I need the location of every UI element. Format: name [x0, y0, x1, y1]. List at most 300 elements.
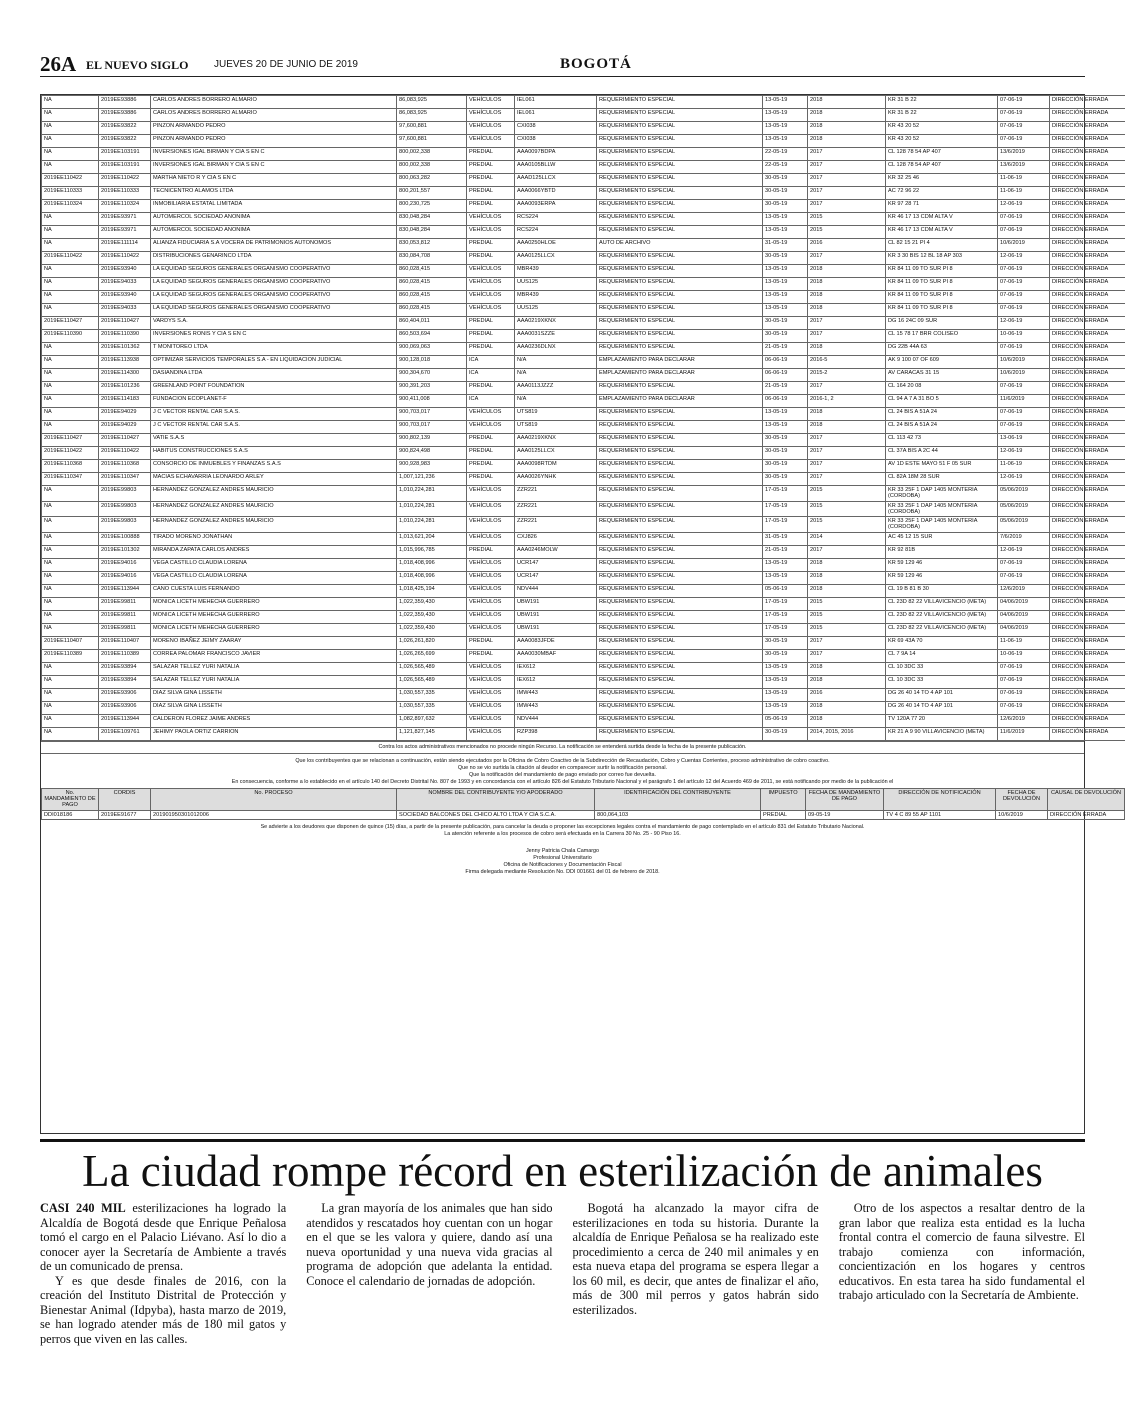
- table-cell: PREDIAL: [467, 330, 515, 343]
- table-cell: 2019EE99803: [99, 517, 151, 533]
- table-cell: 10/6/2019: [996, 810, 1048, 819]
- table-cell: PREDIAL: [467, 148, 515, 161]
- table-cell: 2019EE99811: [99, 610, 151, 623]
- table-cell: 07-06-19: [998, 558, 1050, 571]
- table-cell: DISTRIBUCIONES GENARINCO LTDA: [151, 252, 397, 265]
- table-cell: DIRECCIÓN ERRADA: [1050, 252, 1125, 265]
- table-cell: DIRECCIÓN ERRADA: [1050, 584, 1125, 597]
- table-cell: VEHÍCULOS: [467, 571, 515, 584]
- table-cell: 2015: [808, 623, 886, 636]
- table-cell: 830,048,284: [397, 226, 467, 239]
- table-cell: 30-05-19: [763, 727, 808, 740]
- table-row: [42, 278, 1125, 291]
- table-cell: 11-06-19: [998, 187, 1050, 200]
- table-cell: 07-06-19: [998, 343, 1050, 356]
- table-cell: 1,022,359,430: [397, 610, 467, 623]
- table-cell: DIRECCIÓN ERRADA: [1050, 109, 1125, 122]
- table-cell: DIRECCIÓN ERRADA: [1050, 304, 1125, 317]
- table-cell: NA: [42, 239, 99, 252]
- table-row: [42, 395, 1125, 408]
- table-cell: AAA0219XKNX: [515, 434, 597, 447]
- table-cell: 2019EE110324: [99, 200, 151, 213]
- table-cell: VEHÍCULOS: [467, 304, 515, 317]
- table-cell: VEHÍCULOS: [467, 213, 515, 226]
- table-cell: REQUERIMIENTO ESPECIAL: [597, 486, 763, 502]
- table-row: [42, 727, 1125, 740]
- table-cell: PREDIAL: [467, 187, 515, 200]
- article-paragraph: Otro de los aspectos a resaltar dentro de la gran labor que realiza esta entidad es la lucha frontal contra el comercio de fauna silvestre. El trabajo comienza con información, concientización en los hogares y centros educativos. En esta tarea ha sido fundamental el trabajo articulado con la Secretaría de Ambiente.: [838, 1201, 1085, 1302]
- column-header: NOMBRE DEL CONTRIBUYENTE Y/O APODERADO: [397, 788, 595, 810]
- table-cell: 1,030,557,335: [397, 688, 467, 701]
- table-cell: VEGA CASTILLO CLAUDIA LORENA: [151, 571, 397, 584]
- masthead: [40, 54, 1085, 77]
- table-cell: TECNICENTRO ALAMOS LTDA: [151, 187, 397, 200]
- table-cell: DIRECCIÓN ERRADA: [1050, 688, 1125, 701]
- table-cell: NA: [42, 688, 99, 701]
- table-cell: 2015: [808, 213, 886, 226]
- table-cell: 830,084,708: [397, 252, 467, 265]
- table-cell: CL 82 15 21 PI 4: [886, 239, 998, 252]
- table-cell: 2018: [808, 135, 886, 148]
- column-header: No. MANDAMIENTO DE PAGO: [42, 788, 99, 810]
- table-row: [42, 122, 1125, 135]
- table-cell: AAA0113JZZZ: [515, 382, 597, 395]
- table-cell: 1,026,265,699: [397, 649, 467, 662]
- table-cell: 2019EE110347: [42, 473, 99, 486]
- table-row: [42, 714, 1125, 727]
- table-cell: NA: [42, 727, 99, 740]
- table-cell: 2018: [808, 291, 886, 304]
- table-row: [42, 447, 1125, 460]
- table-cell: REQUERIMIENTO ESPECIAL: [597, 473, 763, 486]
- table-cell: DIRECCIÓN ERRADA: [1050, 434, 1125, 447]
- table-cell: 900,304,670: [397, 369, 467, 382]
- table-cell: 13-05-19: [763, 408, 808, 421]
- table-cell: NA: [42, 584, 99, 597]
- table-cell: 13-05-19: [763, 701, 808, 714]
- table-cell: CL 23D 82 22 VILLAVICENCIO (META): [886, 597, 998, 610]
- table-cell: CL 15 78 17 BRR COLISEO: [886, 330, 998, 343]
- table-cell: ZZR221: [515, 501, 597, 517]
- table-cell: CL 128 78 54 AP 407: [886, 161, 998, 174]
- table-cell: 1,022,359,430: [397, 623, 467, 636]
- table-cell: 07-06-19: [998, 109, 1050, 122]
- table-cell: 2019EE110368: [99, 460, 151, 473]
- table-cell: 1,013,621,204: [397, 532, 467, 545]
- table-row: [42, 408, 1125, 421]
- table-row: [42, 96, 1125, 109]
- table-cell: N/A: [515, 369, 597, 382]
- table-cell: VEHÍCULOS: [467, 610, 515, 623]
- table-cell: 11-06-19: [998, 460, 1050, 473]
- table-cell: 10-06-19: [998, 649, 1050, 662]
- table-cell: VEHÍCULOS: [467, 675, 515, 688]
- table-cell: 05-06-19: [763, 714, 808, 727]
- table-cell: REQUERIMIENTO ESPECIAL: [597, 109, 763, 122]
- table-cell: 13-05-19: [763, 558, 808, 571]
- table-cell: 2019EE109761: [99, 727, 151, 740]
- table-cell: 2019EE110390: [42, 330, 99, 343]
- table-cell: 30-05-19: [763, 636, 808, 649]
- table-cell: CL 23D 82 22 VILLAVICENCIO (META): [886, 623, 998, 636]
- table-cell: VEHÍCULOS: [467, 408, 515, 421]
- table-cell: 2019EE110389: [42, 649, 99, 662]
- table-cell: UCR147: [515, 558, 597, 571]
- signature-block: [41, 848, 1084, 876]
- table-cell: DG 16 24C 09 SUR: [886, 317, 998, 330]
- table-cell: 12/6/2019: [998, 584, 1050, 597]
- table-cell: CXJ826: [515, 532, 597, 545]
- table-cell: 2018: [808, 571, 886, 584]
- table-cell: 05/06/2019: [998, 517, 1050, 533]
- table-cell: DIRECCIÓN ERRADA: [1050, 226, 1125, 239]
- table-cell: REQUERIMIENTO ESPECIAL: [597, 200, 763, 213]
- table-cell: 06-06-19: [763, 356, 808, 369]
- table-cell: 2019EE99811: [99, 623, 151, 636]
- table-cell: 2017: [808, 473, 886, 486]
- table-cell: 2019EE110407: [99, 636, 151, 649]
- table-cell: 2017: [808, 161, 886, 174]
- table-cell: NA: [42, 356, 99, 369]
- table-cell: 1,026,565,489: [397, 675, 467, 688]
- table-cell: 13-05-19: [763, 662, 808, 675]
- table-cell: VEHÍCULOS: [467, 714, 515, 727]
- notice-notes: [41, 741, 1084, 786]
- table-cell: 800,063,282: [397, 174, 467, 187]
- notice-table: [41, 95, 1125, 741]
- table-cell: KR 43 20 52: [886, 122, 998, 135]
- table-cell: AAA0030MBAF: [515, 649, 597, 662]
- table-cell: DIRECCIÓN ERRADA: [1050, 148, 1125, 161]
- table-cell: 1,018,408,996: [397, 571, 467, 584]
- table-cell: 900,824,498: [397, 447, 467, 460]
- table-cell: 11-06-19: [998, 636, 1050, 649]
- table-cell: 2017: [808, 382, 886, 395]
- table-cell: 10/6/2019: [998, 369, 1050, 382]
- table-cell: 2018: [808, 701, 886, 714]
- table-cell: IEL061: [515, 109, 597, 122]
- table-cell: IEL061: [515, 96, 597, 109]
- table-cell: 2019EE101236: [99, 382, 151, 395]
- section-title: BOGOTÁ: [560, 56, 632, 72]
- table-cell: DIRECCIÓN ERRADA: [1050, 200, 1125, 213]
- table-cell: 09-05-19: [806, 810, 884, 819]
- table-row: [42, 584, 1125, 597]
- table-cell: 2018: [808, 421, 886, 434]
- table-cell: 11/6/2019: [998, 727, 1050, 740]
- issue-date: JUEVES 20 DE JUNIO DE 2019: [214, 59, 358, 70]
- table-row: [42, 460, 1125, 473]
- table-cell: 860,028,415: [397, 278, 467, 291]
- table-cell: DIRECCIÓN ERRADA: [1050, 473, 1125, 486]
- table-cell: 1,026,261,820: [397, 636, 467, 649]
- table-cell: PREDIAL: [467, 343, 515, 356]
- table-cell: REQUERIMIENTO ESPECIAL: [597, 675, 763, 688]
- table-cell: DIRECCIÓN ERRADA: [1050, 174, 1125, 187]
- table-cell: 2019EE113944: [99, 584, 151, 597]
- table-cell: 10/6/2019: [998, 239, 1050, 252]
- table-cell: 07-06-19: [998, 688, 1050, 701]
- table-cell: 17-05-19: [763, 486, 808, 502]
- table-cell: NA: [42, 408, 99, 421]
- table-cell: KR 31 B 22: [886, 96, 998, 109]
- table-cell: VEHÍCULOS: [467, 486, 515, 502]
- table-cell: 13-05-19: [763, 278, 808, 291]
- table-cell: CL 128 78 54 AP 407: [886, 148, 998, 161]
- table-cell: REQUERIMIENTO ESPECIAL: [597, 532, 763, 545]
- table-cell: 860,028,415: [397, 304, 467, 317]
- table-row: [42, 597, 1125, 610]
- table-cell: NA: [42, 545, 99, 558]
- mandamiento-row: [42, 810, 1125, 819]
- table-cell: 11-06-19: [998, 174, 1050, 187]
- table-cell: DIRECCIÓN ERRADA: [1050, 421, 1125, 434]
- table-cell: 12-06-19: [998, 473, 1050, 486]
- table-cell: 830,048,284: [397, 213, 467, 226]
- table-cell: EMPLAZAMIENTO PARA DECLARAR: [597, 356, 763, 369]
- table-cell: 2019EE110427: [42, 317, 99, 330]
- table-cell: N/A: [515, 395, 597, 408]
- table-cell: AV 1D ESTE MAYO 51 F 05 SUR: [886, 460, 998, 473]
- table-cell: NA: [42, 517, 99, 533]
- table-cell: PREDIAL: [467, 636, 515, 649]
- table-cell: 04/06/2019: [998, 597, 1050, 610]
- table-cell: 1,026,565,489: [397, 662, 467, 675]
- table-cell: CXI038: [515, 135, 597, 148]
- table-cell: PREDIAL: [467, 434, 515, 447]
- table-cell: PREDIAL: [467, 239, 515, 252]
- table-cell: DIRECCIÓN ERRADA: [1050, 675, 1125, 688]
- table-row: [42, 434, 1125, 447]
- table-row: [42, 304, 1125, 317]
- table-cell: REQUERIMIENTO ESPECIAL: [597, 135, 763, 148]
- table-cell: AAA0026YNHK: [515, 473, 597, 486]
- table-cell: ZZR221: [515, 517, 597, 533]
- table-cell: UBW191: [515, 610, 597, 623]
- table-cell: CL 24 BIS A 51A 24: [886, 421, 998, 434]
- table-cell: 860,028,415: [397, 291, 467, 304]
- table-row: [42, 200, 1125, 213]
- table-cell: 2019EE99811: [99, 597, 151, 610]
- table-row: [42, 161, 1125, 174]
- table-cell: 2017: [808, 460, 886, 473]
- table-cell: CL 10 3DC 33: [886, 662, 998, 675]
- table-cell: 2019EE110333: [42, 187, 99, 200]
- table-cell: 2015: [808, 226, 886, 239]
- table-cell: INVERSIONES IGAL BIRMAN Y CIA S EN C: [151, 148, 397, 161]
- table-cell: REQUERIMIENTO ESPECIAL: [597, 662, 763, 675]
- table-cell: REQUERIMIENTO ESPECIAL: [597, 688, 763, 701]
- table-cell: 900,128,018: [397, 356, 467, 369]
- table-cell: NA: [42, 291, 99, 304]
- table-cell: 2019EE110422: [42, 252, 99, 265]
- table-cell: AAA0219XKNX: [515, 317, 597, 330]
- table-cell: KR 33 25F 1 DAP 1405 MONTERIA (CORDOBA): [886, 486, 998, 502]
- table-cell: 07-06-19: [998, 571, 1050, 584]
- table-cell: 2015: [808, 597, 886, 610]
- article-text: esterilizaciones ha logrado la Alcaldía de Bogotá desde que Enrique Peñalosa tomó el cargo en el Palacio Liévano. Así lo dio a conocer ayer la Secretaría de Ambiente a través de un comunicado de prensa.: [40, 1201, 287, 1273]
- table-cell: DIRECCIÓN ERRADA: [1050, 382, 1125, 395]
- table-cell: PREDIAL: [467, 252, 515, 265]
- table-row: [42, 517, 1125, 533]
- table-cell: 2019EE110390: [99, 330, 151, 343]
- article-headline: La ciudad rompe récord en esterilización de animales: [82, 1146, 1043, 1196]
- table-cell: KR 59 129 46: [886, 571, 998, 584]
- table-cell: 07-06-19: [998, 304, 1050, 317]
- table-cell: DIRECCIÓN ERRADA: [1050, 571, 1125, 584]
- table-cell: VEHÍCULOS: [467, 278, 515, 291]
- table-cell: NA: [42, 662, 99, 675]
- table-cell: 2019EE93894: [99, 675, 151, 688]
- table-cell: 2017: [808, 545, 886, 558]
- table-cell: MONICA LICETH MEHECHA GUERRERO: [151, 597, 397, 610]
- table-row: [42, 421, 1125, 434]
- article-paragraph: La gran mayoría de los animales que han sido atendidos y rescatados hoy cuentan con un hogar en el que se les valora y quiere, dando así una nueva oportunidad y una nueva vida gracias al programa de adopción que adelanta la entidad. Conoce el calendario de jornadas de adopción.: [306, 1201, 553, 1288]
- note-line: Que no se vio surtida la citación al deudor en comparecer surtir la notificación personal.: [457, 764, 668, 771]
- table-cell: KR 32 25 46: [886, 174, 998, 187]
- table-cell: 17-05-19: [763, 610, 808, 623]
- table-cell: 21-05-19: [763, 545, 808, 558]
- table-cell: PREDIAL: [467, 545, 515, 558]
- table-cell: 12/6/2019: [998, 714, 1050, 727]
- table-cell: SALAZAR TELLEZ YURI NATALIA: [151, 675, 397, 688]
- table-cell: 10/6/2019: [998, 356, 1050, 369]
- table-cell: 12-06-19: [998, 252, 1050, 265]
- table-cell: VEHÍCULOS: [467, 135, 515, 148]
- table-cell: 17-05-19: [763, 517, 808, 533]
- table-cell: INVERSIONES IGAL BIRMAN Y CIA S EN C: [151, 161, 397, 174]
- table-cell: LA EQUIDAD SEGUROS GENERALES ORGANISMO COOPERATIVO: [151, 265, 397, 278]
- table-cell: NA: [42, 571, 99, 584]
- table-cell: 30-05-19: [763, 447, 808, 460]
- table-cell: CL 23D 82 22 VILLAVICENCIO (META): [886, 610, 998, 623]
- table-cell: 2019EE103191: [99, 161, 151, 174]
- note-line: Que los contribuyentes que se relacionan a continuación, están siendo ejecutados por la Oficina de Cobro Coactivo de la Subdirección de Recaudación, Cobro y Cuentas Corrientes, proceso administrativo de cobro coactivo.: [295, 757, 830, 764]
- table-cell: VEHÍCULOS: [467, 291, 515, 304]
- table-cell: 13-05-19: [763, 226, 808, 239]
- table-cell: VEHÍCULOS: [467, 584, 515, 597]
- table-cell: DIRECCIÓN ERRADA: [1050, 317, 1125, 330]
- table-cell: REQUERIMIENTO ESPECIAL: [597, 187, 763, 200]
- table-cell: 900,703,017: [397, 421, 467, 434]
- table-cell: 30-05-19: [763, 317, 808, 330]
- table-cell: 07-06-19: [998, 265, 1050, 278]
- table-cell: 05/06/2019: [998, 501, 1050, 517]
- table-cell: DIRECCIÓN ERRADA: [1050, 501, 1125, 517]
- column-header: CAUSAL DE DEVOLUCIÓN: [1048, 788, 1125, 810]
- table-cell: 1,018,425,194: [397, 584, 467, 597]
- table-row: [42, 473, 1125, 486]
- table-cell: AAA0125LLCX: [515, 252, 597, 265]
- table-cell: TV 4 C 89 55 AP 1101: [884, 810, 996, 819]
- table-cell: REQUERIMIENTO ESPECIAL: [597, 421, 763, 434]
- table-cell: REQUERIMIENTO ESPECIAL: [597, 623, 763, 636]
- table-cell: 07-06-19: [998, 421, 1050, 434]
- table-cell: PINZON ARMANDO PEDRO: [151, 135, 397, 148]
- table-cell: CL 7 9A 14: [886, 649, 998, 662]
- table-cell: 2019EE93822: [99, 122, 151, 135]
- table-cell: LA EQUIDAD SEGUROS GENERALES ORGANISMO COOPERATIVO: [151, 304, 397, 317]
- table-cell: VEHÍCULOS: [467, 501, 515, 517]
- table-cell: KR 84 11 09 TO SUR PI 8: [886, 304, 998, 317]
- signer-title: Profesional Universitario: [533, 854, 592, 861]
- note-line: En consecuencia, conforme a lo establecido en el artículo 140 del Decreto Distrital No. 807 de 1993 y en concordancia con el artículo 826 del Estatuto Tributario Nacional y el parágrafo 1 del artículo 12 del Acuerdo 469 de 2011, se está notificando por medio de la publicación el: [231, 778, 894, 785]
- column-header: No. PROCESO: [151, 788, 397, 810]
- table-cell: 2014, 2015, 2016: [808, 727, 886, 740]
- table-cell: 17-05-19: [763, 597, 808, 610]
- table-cell: NA: [42, 278, 99, 291]
- mandamiento-table: [41, 788, 1125, 820]
- table-cell: 17-05-19: [763, 623, 808, 636]
- table-cell: 07-06-19: [998, 675, 1050, 688]
- table-cell: VEHÍCULOS: [467, 727, 515, 740]
- table-cell: UTS819: [515, 421, 597, 434]
- table-cell: DIRECCIÓN ERRADA: [1050, 532, 1125, 545]
- table-cell: PREDIAL: [467, 317, 515, 330]
- table-cell: NA: [42, 369, 99, 382]
- table-cell: ICA: [467, 395, 515, 408]
- table-cell: 2018: [808, 408, 886, 421]
- table-row: [42, 135, 1125, 148]
- note-line: Contra los actos administrativos mencionados no procede ningún Recurso. La notificación se entenderá surtida desde la fecha de la presente publicación.: [41, 742, 1084, 754]
- table-cell: 2016: [808, 688, 886, 701]
- table-cell: 2019EE100888: [99, 532, 151, 545]
- table-cell: LA EQUIDAD SEGUROS GENERALES ORGANISMO COOPERATIVO: [151, 291, 397, 304]
- table-cell: 2016-1, 2: [808, 395, 886, 408]
- table-cell: KR 84 11 09 TO SUR PI 8: [886, 265, 998, 278]
- table-cell: 30-05-19: [763, 649, 808, 662]
- table-row: [42, 174, 1125, 187]
- table-row: [42, 239, 1125, 252]
- table-cell: UUS125: [515, 278, 597, 291]
- table-cell: VEHÍCULOS: [467, 662, 515, 675]
- table-cell: 2019EE93971: [99, 226, 151, 239]
- table-cell: NA: [42, 122, 99, 135]
- table-cell: DIRECCIÓN ERRADA: [1050, 636, 1125, 649]
- table-cell: 900,411,008: [397, 395, 467, 408]
- table-cell: 800,230,725: [397, 200, 467, 213]
- table-cell: ICA: [467, 369, 515, 382]
- table-cell: IEX612: [515, 662, 597, 675]
- table-cell: 2015: [808, 501, 886, 517]
- table-cell: 2019EE110407: [42, 636, 99, 649]
- table-cell: DIRECCIÓN ERRADA: [1050, 701, 1125, 714]
- table-cell: 900,069,063: [397, 343, 467, 356]
- table-cell: ICA: [467, 356, 515, 369]
- table-cell: 860,503,694: [397, 330, 467, 343]
- table-cell: PREDIAL: [467, 473, 515, 486]
- table-cell: DIRECCIÓN ERRADA: [1050, 486, 1125, 502]
- table-cell: DIRECCIÓN ERRADA: [1050, 408, 1125, 421]
- table-cell: DIRECCIÓN ERRADA: [1050, 460, 1125, 473]
- table-cell: 2019EE113944: [99, 714, 151, 727]
- article-lead: CASI 240 MIL: [40, 1201, 126, 1215]
- table-cell: KR 43 20 52: [886, 135, 998, 148]
- table-cell: AC 72 96 22: [886, 187, 998, 200]
- table-cell: 30-05-19: [763, 434, 808, 447]
- table-cell: 2018: [808, 343, 886, 356]
- table-cell: MORENO IBAÑEZ JEIMY ZAARAY: [151, 636, 397, 649]
- table-cell: KR 92 81B: [886, 545, 998, 558]
- table-cell: DIRECCIÓN ERRADA: [1050, 517, 1125, 533]
- table-cell: 2019EE93822: [99, 135, 151, 148]
- table-cell: 30-05-19: [763, 187, 808, 200]
- table-cell: 2019EE111114: [99, 239, 151, 252]
- table-cell: 13-05-19: [763, 421, 808, 434]
- table-cell: 2015-2: [808, 369, 886, 382]
- table-cell: DIRECCIÓN ERRADA: [1050, 356, 1125, 369]
- table-cell: REQUERIMIENTO ESPECIAL: [597, 382, 763, 395]
